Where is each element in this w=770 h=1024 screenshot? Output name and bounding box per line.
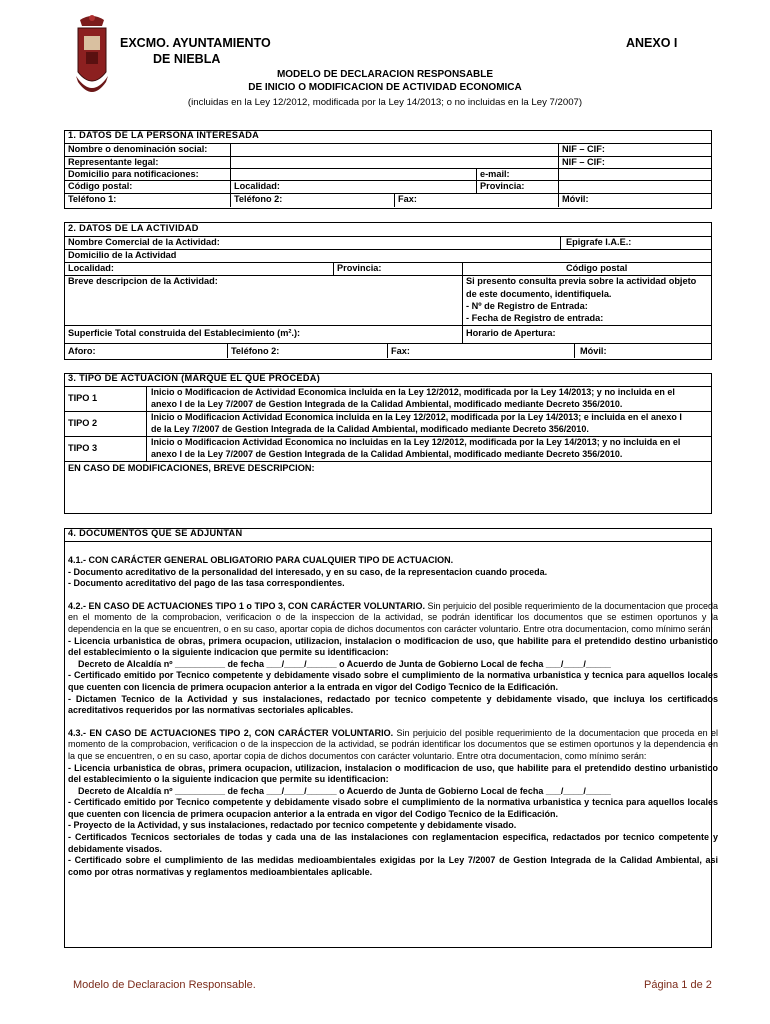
section-4-title: 4. DOCUMENTOS QUE SE ADJUNTAN <box>68 528 243 538</box>
page-number: Página 1 de 2 <box>644 979 712 991</box>
label-localidad-actividad: Localidad: <box>68 263 114 273</box>
s43-decreto: Decreto de Alcaldía nº __________ de fecha ___/____/______ o Acuerdo de Junta de Gobierno Local de fecha ___/____/_____ <box>78 785 611 796</box>
label-fax-act: Fax: <box>391 346 410 356</box>
org-name-line2: DE NIEBLA <box>153 52 221 66</box>
s43-item5: - Certificado sobre el cumplimiento de las medidas medioambientales exigidas por la Ley 7/2007 de Gestion Integrada de la Calidad Ambiental, asi como por otras normativas y reglamentos medioambientales aplicable. <box>68 855 718 877</box>
tipo2-desc-b: de la Ley 7/2007 de Gestion Integrada de la Calidad Ambiental, modificado mediante Decreto 356/2010. <box>151 424 589 434</box>
label-movil-act: Móvil: <box>580 346 607 356</box>
label-fax: Fax: <box>398 194 417 204</box>
label-movil: Móvil: <box>562 194 589 204</box>
label-email: e-mail: <box>480 169 510 179</box>
consulta-line1: Si presento consulta previa sobre la actividad objeto <box>466 276 697 286</box>
footer-left: Modelo de Declaracion Responsable. <box>73 979 256 991</box>
section-3-title: 3. TIPO DE ACTUACION (MARQUE EL QUE PROCEDA) <box>68 373 321 383</box>
label-superficie: Superficie Total construida del Establecimiento (m².): <box>68 328 301 338</box>
label-breve: Breve descripcion de la Actividad: <box>68 276 218 286</box>
doc-title-2: DE INICIO O MODIFICACION DE ACTIVIDAD ECONOMICA <box>248 82 522 93</box>
s41-heading: 4.1.- CON CARÁCTER GENERAL OBLIGATORIO PARA CUALQUIER TIPO DE ACTUACION. <box>68 555 454 565</box>
doc-title: MODELO DE DECLARACION RESPONSABLE <box>276 69 494 80</box>
tipo1-desc-a: Inicio o Modificacion de Actividad Economica incluida en la Ley 12/2012, modificada por la Ley 14/2013; y no incluida en el <box>151 387 675 397</box>
doc-subtitle: (incluidas en la Ley 12/2012, modificada por la Ley 14/2013; o no incluidas en la Ley 7/2007) <box>187 97 583 108</box>
section-2-title: 2. DATOS DE LA ACTIVIDAD <box>68 223 199 233</box>
s42-decreto: Decreto de Alcaldía nº __________ de fecha ___/____/______ o Acuerdo de Junta de Gobierno Local de fecha ___/____/_____ <box>78 658 611 669</box>
s42-item1: - Licencia urbanistica de obras, primera ocupacion, utilizacion, instalacion o modificacion de uso, que habilite para el pretendido destino urbanistico del establecimiento o la siguiente indicacion que permite su identificacion: <box>68 635 718 658</box>
s42-heading: 4.2.- EN CASO DE ACTUACIONES TIPO 1 o TIPO 3, CON CARÁCTER VOLUNTARIO. <box>68 600 425 611</box>
s43-item2: - Certificado emitido por Tecnico competente y debidamente visado sobre el cumplimiento de la normativa urbanistica y tecnica para aquellos locales que cuenten con licencia de primera ocupacion anterior a la entrada en vigor del Codigo Tecnico de la Edificación. <box>68 797 718 819</box>
s42-item2: - Certificado emitido por Tecnico competente y debidamente visado sobre el cumplimiento de la normativa urbanistica y tecnica para aquellos locales que cuenten con licencia de primera ocupacion anterior a la entrada en vigor del Codigo Tecnico de la Edificación. <box>68 670 718 692</box>
s43-item1: - Licencia urbanistica de obras, primera ocupacion, utilizacion, instalacion o modificacion de uso, que habilite para el pretendido destino urbanistico del establecimiento o la siguiente indicacion que permite su identificacion: <box>68 762 718 785</box>
label-telefono2-act: Teléfono 2: <box>231 346 280 356</box>
s43-intro: Sin perjuicio del posible requerimiento de la documentacion que proceda en el momento de la comprobacion, verificacion o de la inspeccion de la actividad, se podrán identificar los documentos que se estimen oportunos y la dependencia en la que se encuentren, o en su caso, aportar copia de dichos documentos con carácter voluntario. Entre otra documentacion, como mínimo serán: <box>68 727 718 761</box>
tipo2-label: TIPO 2 <box>68 418 98 428</box>
consulta-line3: - Nº de Registro de Entrada: <box>466 301 588 311</box>
annex-label: ANEXO I <box>626 36 678 50</box>
tipo3-desc-b: anexo I de la Ley 7/2007 de Gestion Integrada de la Calidad Ambiental, modificado mediante Decreto 356/2010. <box>151 449 623 459</box>
s42-item3: - Dictamen Tecnico de la Actividad y sus instalaciones, redactado por tecnico competente y debidamente visado, que incluya los certificados acreditativos requeridos por las normativas sectoriales aplicables. <box>68 693 718 716</box>
s43-heading: 4.3.- EN CASO DE ACTUACIONES TIPO 2, CON CARÁCTER VOLUNTARIO. <box>68 727 394 738</box>
label-telefono1: Teléfono 1: <box>68 194 117 204</box>
label-horario: Horario de Apertura: <box>466 328 556 338</box>
s41-item1: - Documento acreditativo de la personalidad del interesado, y en su caso, de la representacion cuando proceda. <box>68 566 548 577</box>
label-provincia-actividad: Provincia: <box>337 263 382 273</box>
consulta-line4: - Fecha de Registro de entrada: <box>466 313 604 323</box>
section-4-content <box>68 555 718 878</box>
label-provincia: Provincia: <box>480 181 525 191</box>
tipo3-label: TIPO 3 <box>68 443 98 453</box>
s42-intro: Sin perjuicio del posible requerimiento de la documentacion que proceda en el momento de la comprobacion, verificacion o de la inspeccion de la actividad, se podrán identificar los documentos que se estimen oportunos y la dependencia en la que se encuentren, o en su caso, aportar copia de dichos documentos con carácter voluntario. Entre otra documentacion, como mínimo serán: <box>68 600 718 634</box>
tipo1-label: TIPO 1 <box>68 393 98 403</box>
tipo1-desc-b: anexo I de la Ley 7/2007 de Gestion Integrada de la Calidad Ambiental, modificado mediante Decreto 356/2010. <box>151 399 623 409</box>
label-nif2: NIF – CIF: <box>562 157 605 167</box>
label-domicilio-actividad: Domicilio de la Actividad <box>68 250 177 260</box>
label-localidad: Localidad: <box>234 181 280 191</box>
label-representante: Representante legal: <box>68 157 159 167</box>
section-1-title: 1. DATOS DE LA PERSONA INTERESADA <box>68 130 260 140</box>
label-domicilio: Domicilio para notificaciones: <box>68 169 199 179</box>
s41-item2: - Documento acreditativo del pago de las tasa correspondientes. <box>68 578 345 589</box>
label-aforo: Aforo: <box>68 346 96 356</box>
label-telefono2: Teléfono 2: <box>234 194 283 204</box>
label-nif1: NIF – CIF: <box>562 144 605 154</box>
label-epigrafe: Epigrafe I.A.E.: <box>566 237 632 247</box>
tipo3-desc-a: Inicio o Modificacion Actividad Economica no incluidas en la Ley 12/2012, modificada por la Ley 14/2013; y no incluida en el <box>151 437 681 447</box>
org-name-line1: EXCMO. AYUNTAMIENTO <box>120 36 271 50</box>
label-cp-actividad: Código postal <box>566 263 628 273</box>
consulta-line2: de este documento, identifiquela. <box>466 289 612 299</box>
tipo2-desc-a: Inicio o Modificacion Actividad Economica incluida en la Ley 12/2012, modificada por la Ley 14/2013; e incluida en el anexo I <box>151 412 682 422</box>
s43-item3: - Proyecto de la Actividad, y sus instalaciones, redactado por tecnico competente y debidamente visado. <box>68 820 517 831</box>
label-cp: Código postal: <box>68 181 133 191</box>
label-nombre-comercial: Nombre Comercial de la Actividad: <box>68 237 220 247</box>
s43-item4: - Certificados Tecnicos sectoriales de todas y cada una de las instalaciones con reglamentacion especifica, redactados por tecnico competente y debidamente visados. <box>68 832 718 854</box>
label-nombre: Nombre o denominación social: <box>68 144 208 154</box>
label-modificaciones: EN CASO DE MODIFICACIONES, BREVE DESCRIPCION: <box>68 463 315 473</box>
